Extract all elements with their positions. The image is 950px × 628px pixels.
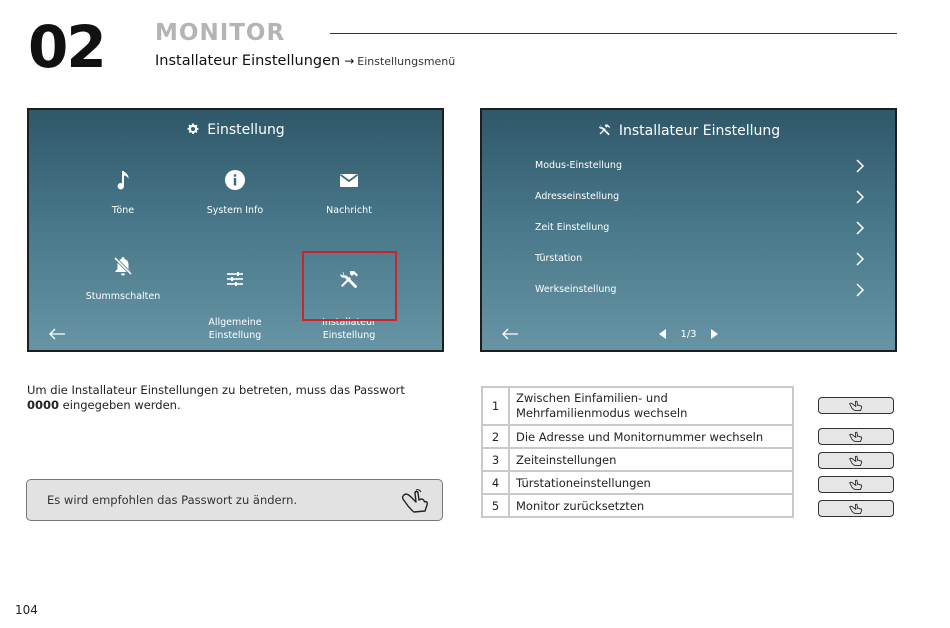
mail-icon: [337, 168, 361, 192]
touch-hand-icon: [848, 503, 865, 515]
settings-screen: [27, 108, 444, 352]
menu-item-label: Werkseinstellung: [535, 284, 617, 295]
menu-item-modus[interactable]: [535, 156, 865, 176]
menu-item-adresse[interactable]: [535, 187, 865, 207]
chevron-right-icon: [855, 159, 865, 173]
gear-icon: [186, 122, 200, 136]
tap-button-5[interactable]: [818, 500, 894, 517]
instruction-line1: Um die Installateur Einstellungen zu betreten, muss das Passwort: [27, 383, 405, 397]
chapter-number: 02: [28, 13, 105, 81]
info-icon: [223, 168, 247, 192]
table-row: [482, 387, 793, 425]
step-description: Die Adresse und Monitornummer wechseln: [509, 425, 793, 448]
touch-hand-icon: [848, 479, 865, 491]
tile-system-info[interactable]: [178, 168, 292, 217]
touch-hand-icon: [848, 455, 865, 467]
chevron-right-icon: [855, 221, 865, 235]
installer-title-text: Installateur Einstellung: [618, 123, 781, 139]
tools-icon: [597, 122, 612, 137]
chapter-title: MONITOR: [155, 20, 286, 46]
step-description: Zeiteinstellungen: [509, 448, 793, 471]
installer-screen: [480, 108, 897, 352]
settings-screen-title: [29, 122, 442, 138]
header-rule: [330, 33, 897, 34]
tile-label: Allgemeine Einstellung: [208, 317, 262, 341]
page-number: 104: [15, 603, 38, 617]
tile-label: Installateur Einstellung: [322, 317, 376, 341]
tile-nachricht[interactable]: [292, 168, 406, 217]
tile-allgemeine-einstellung[interactable]: [178, 254, 292, 342]
installateur-highlight-box: [302, 251, 397, 321]
table-row: [482, 494, 793, 517]
instruction-paragraph: [27, 383, 447, 413]
menu-item-werkseinstellung[interactable]: [535, 280, 865, 300]
section-subtitle: [155, 54, 455, 69]
menu-item-label: Zeit Einstellung: [535, 222, 610, 233]
page-indicator: 1/3: [680, 328, 697, 340]
menu-item-zeit[interactable]: [535, 218, 865, 238]
sliders-icon: [223, 267, 247, 291]
menu-item-tuerstation[interactable]: [535, 249, 865, 269]
chevron-right-icon: [855, 252, 865, 266]
settings-title-text: Einstellung: [207, 122, 285, 138]
touch-hand-icon: [400, 488, 430, 514]
step-number: 5: [482, 494, 509, 517]
step-number: 2: [482, 425, 509, 448]
tile-label: Stummschalten: [85, 291, 161, 302]
touch-hand-icon: [848, 400, 865, 412]
tap-button-2[interactable]: [818, 428, 894, 445]
step-number: 3: [482, 448, 509, 471]
prev-page-icon[interactable]: [659, 329, 666, 339]
table-row: [482, 425, 793, 448]
tile-label: Töne: [111, 205, 135, 216]
bell-off-icon: [111, 254, 135, 278]
recommendation-note: [26, 479, 443, 521]
steps-table: [481, 386, 794, 518]
menu-item-label: Modus-Einstellung: [535, 160, 622, 171]
menu-item-label: Türstation: [535, 253, 583, 264]
subtitle-arrow: →: [344, 54, 355, 68]
back-arrow-icon[interactable]: [500, 326, 520, 342]
step-number: 1: [482, 387, 509, 425]
step-description: Monitor zurücksetzten: [509, 494, 793, 517]
chevron-right-icon: [855, 190, 865, 204]
subtitle-small: Einstellungsmenü: [357, 55, 456, 68]
subtitle-text: Installateur Einstellungen: [155, 53, 341, 69]
pager: [482, 329, 895, 341]
tile-label: Nachricht: [326, 205, 372, 216]
tap-button-4[interactable]: [818, 476, 894, 493]
instruction-line2: eingegeben werden.: [59, 398, 181, 412]
menu-item-label: Adresseinstellung: [535, 191, 620, 202]
step-description: Zwischen Einfamilien- und Mehrfamilienmodus wechseln: [509, 387, 793, 425]
step-description: Türstationeinstellungen: [509, 471, 793, 494]
tap-button-3[interactable]: [818, 452, 894, 469]
tile-toene[interactable]: [66, 168, 180, 217]
password-value: 0000: [27, 398, 60, 412]
tile-stummschalten[interactable]: [66, 254, 180, 303]
tap-button-1[interactable]: [818, 397, 894, 414]
table-row: [482, 448, 793, 471]
music-note-icon: [111, 168, 135, 192]
step-number: 4: [482, 471, 509, 494]
installer-screen-title: [482, 122, 895, 139]
next-page-icon[interactable]: [711, 329, 718, 339]
table-row: [482, 471, 793, 494]
touch-hand-icon: [848, 431, 865, 443]
chevron-right-icon: [855, 283, 865, 297]
back-arrow-icon[interactable]: [47, 326, 67, 342]
tile-label: System Info: [206, 205, 264, 216]
note-text: Es wird empfohlen das Passwort zu ändern.: [47, 493, 298, 507]
